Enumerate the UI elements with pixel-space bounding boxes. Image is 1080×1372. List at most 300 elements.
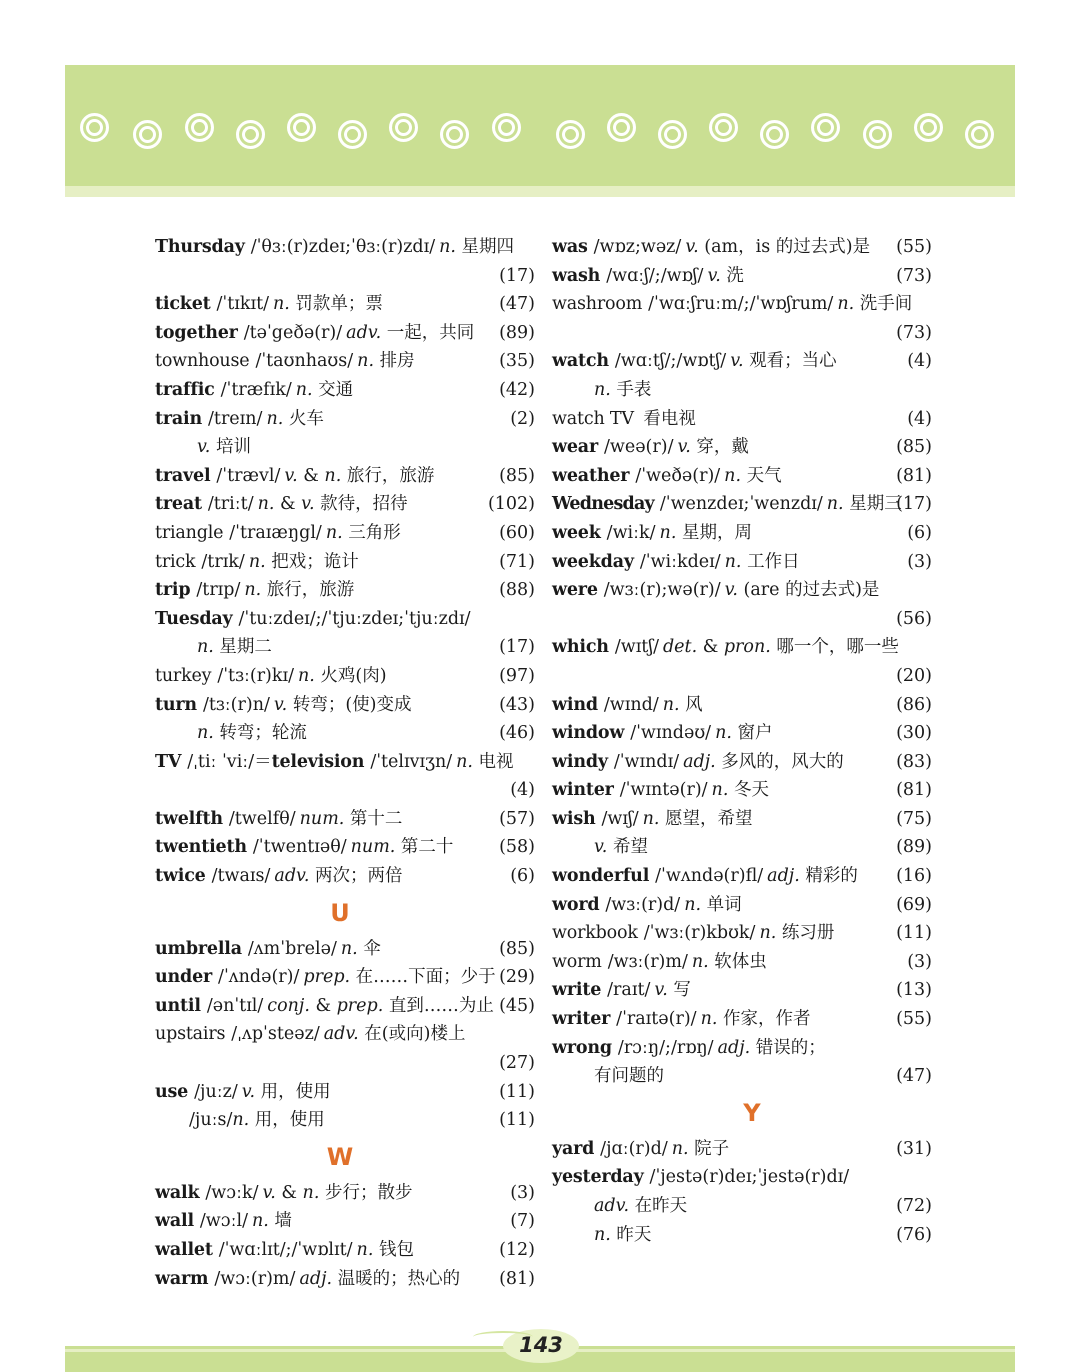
entry-headword: writer — [552, 1009, 611, 1030]
entry-definition — [594, 1196, 687, 1216]
part-of-speech: n. — [700, 1009, 718, 1030]
part-of-speech: n. — [266, 408, 284, 429]
dictionary-entry — [155, 576, 535, 605]
definition-text: 款待，招待 — [314, 494, 408, 515]
part-of-speech: n. — [197, 723, 214, 744]
definition-text: 转弯；(使)变成 — [287, 694, 412, 715]
dictionary-entry — [155, 405, 535, 434]
entry-pronunciation: /trɪk/ — [201, 551, 245, 572]
entry-pronunciation: /wɪnd/ — [603, 694, 659, 715]
entry-definition — [692, 952, 767, 972]
entry-headword: trick — [155, 551, 196, 572]
unit-reference: (4) — [907, 351, 932, 372]
unit-reference: (17) — [896, 494, 932, 515]
entry-headword: trip — [155, 580, 191, 601]
entry-pronunciation: /weə(r)/ — [603, 437, 674, 458]
unit-reference: (11) — [499, 1081, 535, 1102]
unit-reference: (102) — [487, 494, 535, 515]
part-of-speech: n. — [691, 951, 709, 972]
definition-text: 星期，周 — [676, 522, 752, 543]
entry-headword: twelfth — [155, 808, 223, 829]
part-of-speech: adj. — [767, 866, 800, 887]
entry-headword: wear — [552, 437, 598, 458]
entry-definition — [262, 1183, 412, 1203]
entry-continuation — [155, 1106, 535, 1135]
definition-text: 星期三 — [843, 494, 902, 515]
definition-text: 多风的，风大的 — [715, 751, 844, 772]
page-number: 143 — [519, 1333, 563, 1357]
entry-definition — [725, 552, 800, 572]
part-of-speech: n. — [594, 379, 611, 400]
part-of-speech: v. — [197, 437, 211, 458]
entry-headword: write — [552, 980, 602, 1001]
part-of-speech: adj. — [683, 751, 716, 772]
dictionary-entry — [155, 935, 535, 964]
entry-headword: until — [155, 995, 201, 1016]
definition-text: 院子 — [688, 1138, 730, 1159]
definition-text: 用，使用 — [249, 1110, 325, 1131]
part-of-speech: n. — [659, 522, 677, 543]
entry-definition — [357, 351, 414, 371]
entry-continuation — [552, 605, 932, 634]
dictionary-entry — [552, 262, 932, 291]
entry-headword: washroom — [552, 294, 643, 315]
unit-reference: (29) — [499, 967, 535, 988]
entry-headword: Tuesday — [155, 608, 233, 629]
definition-text: 一起，共同 — [381, 322, 475, 343]
unit-reference: (35) — [499, 351, 535, 372]
dictionary-entry — [155, 319, 535, 348]
dictionary-entry — [552, 948, 932, 977]
definition-text: 用，使用 — [255, 1081, 331, 1102]
dictionary-entry — [552, 719, 932, 748]
entry-definition — [683, 752, 844, 772]
entry-definition — [837, 294, 912, 314]
unit-reference: (11) — [896, 923, 932, 944]
part-of-speech: n. — [837, 294, 855, 315]
entry-pronunciation: /təˈgeðə(r)/ — [243, 322, 343, 343]
entry-pronunciation: /ənˈtɪl/ — [206, 995, 264, 1016]
entry-pronunciation: /wɔː(r)m/ — [214, 1268, 296, 1289]
definition-text: 第十二 — [344, 808, 403, 829]
entry-definition — [767, 866, 858, 886]
part-of-speech: v. — [273, 694, 288, 715]
entry-pronunciation: /ˈtɪkɪt/ — [216, 294, 269, 315]
unit-reference: (71) — [499, 551, 535, 572]
entry-continuation — [552, 1192, 932, 1221]
entry-pronunciation: /twelfθ/ — [228, 808, 296, 829]
ring-icon — [863, 120, 892, 149]
part-of-speech: v. — [724, 580, 738, 601]
unit-reference: (6) — [907, 522, 932, 543]
unit-reference: (81) — [896, 780, 932, 801]
entry-pronunciation: /ˈjestə(r)deɪ;ˈjestə(r)dɪ/ — [649, 1167, 850, 1188]
entry-pronunciation: /ˈwiːkdeɪ/ — [639, 551, 721, 572]
dictionary-entry — [155, 462, 535, 491]
entry-definition — [298, 666, 387, 686]
unit-reference: (89) — [896, 837, 932, 858]
part-of-speech: n. — [724, 465, 742, 486]
definition-text: & — [309, 995, 337, 1016]
unit-reference: (16) — [896, 866, 932, 887]
part-of-speech: n. — [232, 1110, 250, 1131]
entry-pronunciation: /wɒz;wəz/ — [593, 237, 682, 257]
dictionary-entry — [155, 490, 535, 519]
entry-pronunciation: /ˈtræfɪk/ — [220, 379, 292, 400]
entry-pronunciation: /juːz/ — [194, 1081, 238, 1102]
unit-reference: (3) — [510, 1182, 535, 1203]
definition-text: 交通 — [312, 379, 354, 400]
definition-text: 两次；两倍 — [309, 866, 403, 887]
entry-headword: warm — [155, 1268, 209, 1289]
definition-text: 哪一个，哪一些 — [770, 637, 899, 658]
entry-definition — [654, 980, 690, 1000]
definition-text: 在昨天 — [629, 1196, 688, 1216]
entry-continuation — [552, 662, 932, 691]
unit-reference: (31) — [896, 1138, 932, 1159]
entry-continuation — [552, 319, 932, 348]
unit-reference: (47) — [499, 294, 535, 315]
entry-definition — [249, 552, 359, 572]
entry-definition — [643, 809, 753, 829]
entry-definition — [296, 380, 353, 400]
definition-text: 精彩的 — [799, 866, 858, 887]
dictionary-entry — [155, 833, 535, 862]
dictionary-entry — [552, 290, 932, 319]
part-of-speech: adv. — [323, 1024, 359, 1045]
entry-definition — [197, 723, 307, 743]
page-header-banner — [65, 65, 1015, 197]
entry-pronunciation: /juːs/ — [189, 1110, 233, 1131]
entry-definition — [684, 895, 741, 915]
definition-text: 作家，作者 — [717, 1009, 811, 1030]
unit-reference: (97) — [499, 665, 535, 686]
entry-definition — [266, 409, 323, 429]
dictionary-entry — [155, 992, 535, 1021]
dictionary-entry — [155, 1179, 535, 1208]
unit-reference: (45) — [499, 995, 535, 1016]
entry-pronunciation: /ˈtwentɪəθ/ — [252, 837, 347, 858]
unit-reference: (13) — [896, 980, 932, 1001]
part-of-speech: v. — [654, 980, 668, 1001]
dictionary-entry — [155, 963, 535, 992]
entry-headword: wrong — [552, 1037, 612, 1058]
entry-pronunciation: /wɪtʃ/ — [614, 637, 659, 658]
part-of-speech: pron. — [723, 637, 771, 658]
dictionary-entry — [155, 233, 535, 262]
definition-text: (are 的过去式)是 — [737, 580, 880, 601]
entry-continuation — [552, 376, 932, 405]
entry-definition — [341, 939, 381, 959]
entry-pronunciation: /ˈtuːzdeɪ/;/ˈtjuːzdeɪ;ˈtjuːzdɪ/ — [238, 608, 471, 629]
definition-text: 错误的； — [750, 1037, 826, 1058]
dictionary-entry — [155, 548, 535, 577]
entry-headword: under — [155, 967, 213, 988]
dictionary-entry — [155, 347, 535, 376]
definition-text: 罚款单；票 — [289, 294, 383, 315]
part-of-speech: n. — [759, 923, 777, 944]
dictionary-entry — [552, 519, 932, 548]
entry-continuation — [155, 433, 535, 462]
entry-headword: train — [155, 408, 203, 429]
part-of-speech: n. — [439, 237, 456, 257]
entry-definition — [197, 637, 272, 657]
entry-pronunciation: /triːt/ — [207, 494, 254, 515]
part-of-speech: adv. — [274, 866, 310, 887]
entry-headword: windy — [552, 751, 608, 772]
part-of-speech: prep. — [336, 995, 384, 1016]
unit-reference: (55) — [896, 1009, 932, 1030]
unit-reference: (2) — [510, 408, 535, 429]
part-of-speech: v. — [685, 237, 699, 257]
entry-headword: watch — [552, 351, 609, 372]
definition-text: 工作日 — [741, 551, 800, 572]
definition-text: 火车 — [283, 408, 324, 429]
entry-definition — [707, 266, 743, 286]
unit-reference: (58) — [499, 837, 535, 858]
part-of-speech: n. — [340, 938, 358, 959]
dictionary-entry — [552, 862, 932, 891]
ring-icon — [709, 113, 738, 142]
entry-definition — [638, 409, 696, 429]
entry-pronunciation: /wiːk/ — [606, 522, 656, 543]
decorative-rings — [65, 65, 1015, 197]
entry-definition — [712, 780, 769, 800]
unit-reference: (46) — [499, 723, 535, 744]
entry-pronunciation: /ˈwɑːlɪt/;/ˈwɒlɪt/ — [218, 1240, 353, 1260]
dictionary-entry — [552, 748, 932, 777]
entry-headword: watch TV — [552, 408, 634, 429]
entry-definition — [725, 580, 880, 600]
definition-text: 第二十 — [395, 837, 454, 858]
definition-text: 温暖的；热心的 — [332, 1268, 461, 1289]
definition-text: 穿，戴 — [690, 437, 749, 458]
unit-reference: (12) — [499, 1240, 535, 1260]
definition-text: & — [297, 465, 325, 486]
dictionary-entry — [552, 1163, 932, 1192]
ring-icon — [440, 120, 469, 149]
right-column — [552, 233, 932, 1249]
entry-pronunciation: /wɜː(r)d/ — [605, 894, 681, 915]
part-of-speech: n. — [257, 494, 275, 515]
dictionary-entry — [552, 233, 932, 262]
entry-headword: twentieth — [155, 837, 247, 858]
entry-headword: use — [155, 1081, 189, 1102]
part-of-speech: n. — [298, 665, 315, 686]
left-column — [155, 233, 535, 1293]
definition-text: 昨天 — [610, 1224, 652, 1245]
part-of-speech: n. — [251, 1211, 269, 1232]
part-of-speech: n. — [671, 1138, 689, 1159]
dictionary-entry — [552, 776, 932, 805]
dictionary-entry — [155, 805, 535, 834]
definition-text: 写 — [667, 980, 691, 1001]
entry-definition — [724, 466, 781, 486]
entry-pronunciation: /treɪn/ — [208, 408, 263, 429]
entry-headword: wish — [552, 808, 596, 829]
unit-reference: (7) — [510, 1211, 535, 1232]
definition-text: 在……下面；少于 — [350, 967, 496, 988]
dictionary-entry — [155, 748, 535, 777]
part-of-speech: n. — [356, 1240, 374, 1260]
entry-headword: wonderful — [552, 866, 650, 887]
part-of-speech: n. — [826, 494, 844, 515]
unit-reference: (47) — [896, 1066, 932, 1087]
entry-definition — [242, 1082, 331, 1102]
dictionary-entry — [552, 576, 932, 605]
section-letter: W — [326, 1142, 354, 1171]
part-of-speech: n. — [642, 808, 660, 829]
entry-definition — [456, 752, 513, 772]
entry-pronunciation: /ˈraɪtə(r)/ — [616, 1009, 697, 1030]
unit-reference: (88) — [499, 580, 535, 601]
entry-pronunciation: /ˈtaʊnhaʊs/ — [255, 351, 354, 372]
entry-pronunciation: /tɜː(r)n/ — [202, 694, 270, 715]
unit-reference: (73) — [896, 265, 932, 286]
entry-pronunciation: /ˈwɪntə(r)/ — [619, 780, 708, 801]
unit-reference: (17) — [499, 265, 535, 286]
entry-continuation — [552, 1221, 932, 1250]
definition-text: & — [275, 1182, 303, 1203]
entry-headword: which — [552, 637, 609, 658]
part-of-speech: n. — [711, 780, 729, 801]
ring-icon — [914, 113, 943, 142]
entry-pronunciation: /ˈweðə(r)/ — [635, 465, 721, 486]
entry-definition — [300, 809, 403, 829]
part-of-speech: n. — [724, 551, 742, 572]
part-of-speech: adv. — [594, 1196, 630, 1216]
entry-pronunciation: /ˈwɪndəʊ/ — [630, 723, 712, 744]
unit-reference: (4) — [907, 408, 932, 429]
entry-headword: Wednesday — [552, 494, 654, 515]
unit-reference: (20) — [896, 665, 932, 686]
part-of-speech: adj. — [299, 1268, 333, 1289]
part-of-speech: v. — [707, 265, 721, 286]
entry-headword: yard — [552, 1138, 595, 1159]
definition-text: 排房 — [374, 351, 415, 372]
entry-headword: triangle — [155, 522, 224, 543]
unit-reference: (4) — [510, 780, 535, 801]
definition-text: 有问题的 — [594, 1066, 664, 1087]
entry-pronunciation: /ˈtelɪvɪʒn/ — [370, 751, 453, 772]
entry-definition — [274, 695, 412, 715]
part-of-speech: v. — [262, 1182, 276, 1203]
entry-pronunciation: /ˈtrævl/ — [216, 465, 281, 486]
entry-headword: townhouse — [155, 351, 250, 372]
part-of-speech: num. — [350, 837, 396, 858]
definition-text: 火鸡(肉) — [314, 665, 387, 686]
part-of-speech: n. — [357, 351, 375, 372]
definition-text: 钱包 — [373, 1240, 414, 1260]
entry-headword: word — [552, 894, 600, 915]
part-of-speech: prep. — [303, 967, 351, 988]
entry-pronunciation: /wɪʃ/ — [601, 808, 639, 829]
definition-text: 旅行，旅游 — [261, 580, 355, 601]
entry-pronunciation: /wɜː(r)m/ — [607, 951, 688, 972]
unit-reference: (85) — [499, 465, 535, 486]
dictionary-entry — [552, 976, 932, 1005]
part-of-speech: v. — [284, 465, 298, 486]
entry-headword: together — [155, 322, 238, 343]
entry-pronunciation: /ˈwɪndɪ/ — [613, 751, 680, 772]
entry-pronunciation: /wɜː(r);wə(r)/ — [603, 580, 721, 601]
page-number-badge — [495, 1327, 587, 1363]
part-of-speech: num. — [299, 808, 345, 829]
entry-headword: twice — [155, 866, 206, 887]
dictionary-entry — [155, 662, 535, 691]
unit-reference: (56) — [896, 608, 932, 629]
entry-headword: weather — [552, 465, 630, 486]
entry-definition — [759, 923, 834, 943]
entry-pronunciation: /rɔːŋ/;/rɒŋ/ — [617, 1037, 714, 1058]
unit-reference: (73) — [896, 322, 932, 343]
definition-text: 天气 — [741, 465, 782, 486]
entry-headword: weekday — [552, 551, 634, 572]
definition-text: 愿望，希望 — [659, 808, 753, 829]
dictionary-entry — [552, 691, 932, 720]
entry-definition — [677, 437, 748, 457]
ring-icon — [389, 113, 418, 142]
unit-reference: (17) — [499, 637, 535, 658]
definition-text: 旅行，旅游 — [341, 465, 435, 486]
part-of-speech: v. — [594, 837, 608, 858]
part-of-speech: n. — [244, 580, 262, 601]
part-of-speech: n. — [684, 894, 702, 915]
definition-text: 步行；散步 — [319, 1182, 413, 1203]
definition-text: 观看；当心 — [743, 351, 837, 372]
entry-pronunciation: /raɪt/ — [607, 980, 651, 1001]
definition-text: 单词 — [701, 894, 742, 915]
dictionary-entry — [155, 376, 535, 405]
entry-headword: wallet — [155, 1240, 213, 1260]
entry-headword: window — [552, 723, 625, 744]
part-of-speech: v. — [301, 494, 315, 515]
ring-icon — [492, 113, 521, 142]
dictionary-entry — [552, 462, 932, 491]
unit-reference: (42) — [499, 379, 535, 400]
unit-reference: (89) — [499, 322, 535, 343]
entry-definition — [663, 637, 899, 657]
part-of-speech: v. — [677, 437, 691, 458]
part-of-speech: n. — [324, 465, 342, 486]
definition-text: (am，is 的过去式)是 — [698, 237, 871, 257]
dictionary-entry — [552, 548, 932, 577]
entry-definition — [284, 466, 434, 486]
entry-definition — [244, 580, 354, 600]
definition-text: 直到……为止 — [383, 995, 494, 1016]
definition-text: 星期二 — [213, 637, 272, 658]
entry-headword: Thursday — [155, 237, 245, 257]
part-of-speech: adv. — [346, 322, 382, 343]
entry-pronunciation: /twaɪs/ — [211, 866, 271, 887]
dictionary-entry — [552, 1005, 932, 1034]
definition-text: 窗户 — [731, 723, 773, 744]
entry-headword: turn — [155, 694, 197, 715]
entry-definition — [299, 1269, 460, 1289]
entry-definition — [303, 967, 495, 987]
definition-text: 电视 — [472, 751, 514, 772]
ring-icon — [133, 120, 162, 149]
unit-reference: (81) — [499, 1268, 535, 1289]
dictionary-entry — [552, 919, 932, 948]
entry-pronunciation: /ˌʌpˈsteəz/ — [231, 1024, 320, 1045]
entry-expansion: television — [271, 751, 365, 772]
section-letter: Y — [743, 1098, 761, 1127]
definition-text: & — [274, 494, 302, 515]
entry-definition — [701, 1009, 811, 1029]
ring-icon — [811, 113, 840, 142]
part-of-speech: n. — [295, 379, 313, 400]
